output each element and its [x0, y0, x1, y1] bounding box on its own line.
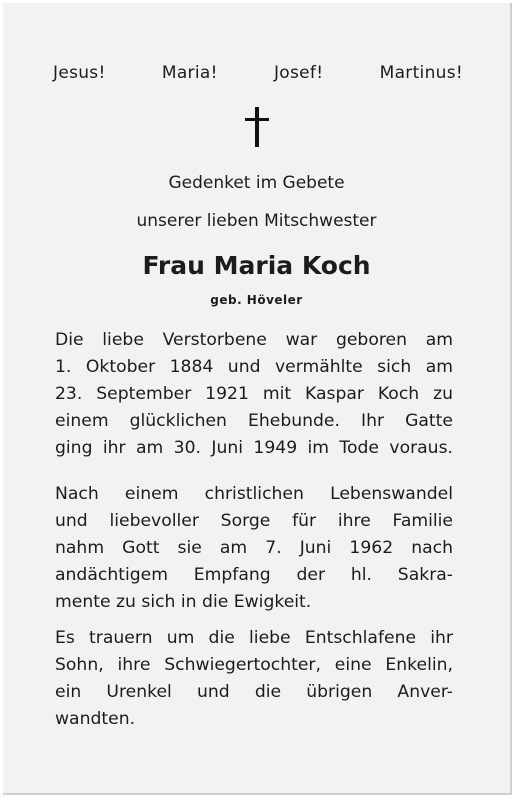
maiden-name: geb. Höveler	[210, 293, 303, 307]
paragraph-line: mente zu sich in die Ewigkeit.	[55, 592, 312, 612]
invocation-maria: Maria!	[161, 63, 218, 83]
paragraph-line: ein Urenkel und die übrigen Anver-	[55, 682, 453, 702]
paragraph-line: 23. September 1921 mit Kaspar Koch zu	[55, 384, 453, 404]
paragraph-line: nahm Gott sie am 7. Juni 1962 nach	[55, 538, 453, 558]
paragraph-line: Sohn, ihre Schwiegertochter, eine Enkelin,	[55, 655, 453, 675]
paragraph-line: ging ihr am 30. Juni 1949 im Tode voraus.	[55, 438, 453, 458]
deceased-name: Frau Maria Koch	[142, 251, 371, 280]
intro-line-1: Gedenket im Gebete	[168, 173, 345, 193]
biography-paragraph	[55, 327, 453, 462]
paragraph-line: Die liebe Verstorbene war geboren am	[55, 330, 453, 350]
paragraph-line: Es trauern um die liebe Entschlafene ihr	[55, 628, 453, 648]
mourners-paragraph	[55, 625, 453, 733]
intro-line-2: unserer lieben Mitschwester	[136, 211, 377, 231]
invocation-jesus: Jesus!	[53, 63, 106, 83]
paragraph-line: andächtigem Empfang der hl. Sakra-	[55, 565, 453, 585]
latin-cross-icon	[245, 107, 269, 147]
invocations-row	[53, 63, 463, 83]
paragraph-line: einem glücklichen Ehebunde. Ihr Gatte	[55, 411, 453, 431]
paragraph-line: 1. Oktober 1884 und vermählte sich am	[55, 357, 453, 377]
invocation-martinus: Martinus!	[379, 63, 463, 83]
paragraph-line: und liebevoller Sorge für ihre Familie	[55, 511, 453, 531]
death-paragraph	[55, 481, 453, 616]
invocation-josef: Josef!	[273, 63, 324, 83]
paragraph-line: Nach einem christlichen Lebenswandel	[55, 484, 453, 504]
paragraph-line: wandten.	[55, 709, 136, 729]
memorial-card	[3, 3, 512, 795]
